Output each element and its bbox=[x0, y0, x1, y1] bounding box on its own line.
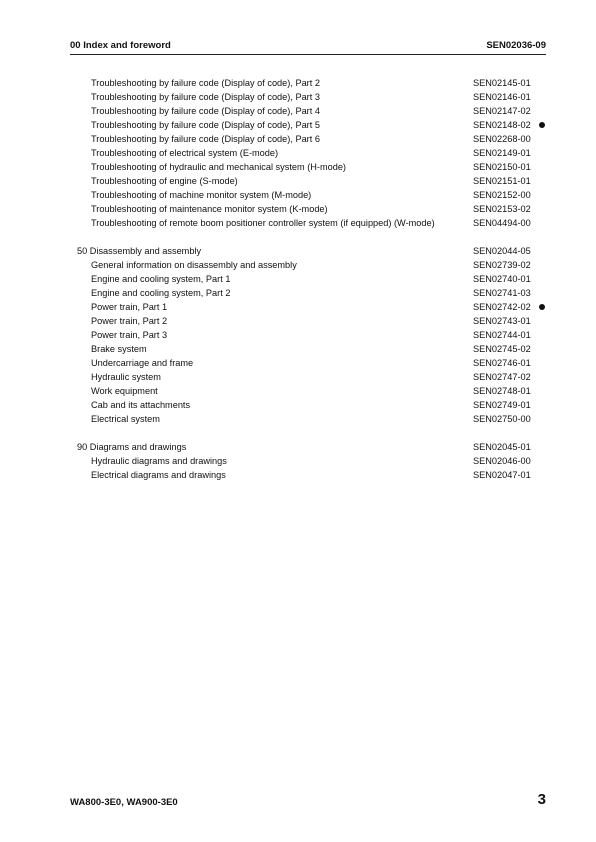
toc-entry bbox=[70, 454, 546, 468]
entry-code: SEN02152-00 bbox=[473, 190, 531, 200]
toc-entry bbox=[70, 384, 546, 398]
entry-title: Engine and cooling system, Part 2 bbox=[91, 288, 231, 298]
toc-entry bbox=[70, 258, 546, 272]
entry-title: Troubleshooting by failure code (Display of code), Part 2 bbox=[91, 78, 320, 88]
diagrams-section bbox=[70, 440, 546, 482]
entry-title: Power train, Part 2 bbox=[91, 316, 168, 326]
entry-code: SEN02750-00 bbox=[473, 414, 531, 424]
entry-title: Hydraulic diagrams and drawings bbox=[91, 456, 227, 466]
entry-code: SEN02046-00 bbox=[473, 456, 531, 466]
entry-title: Troubleshooting of hydraulic and mechanical system (H-mode) bbox=[91, 162, 346, 172]
entry-code: SEN02146-01 bbox=[473, 92, 531, 102]
toc-entry bbox=[70, 104, 546, 118]
entry-title: Hydraulic system bbox=[91, 372, 161, 382]
entry-title: Troubleshooting by failure code (Display of code), Part 4 bbox=[91, 106, 320, 116]
page-number: 3 bbox=[537, 791, 546, 808]
section-heading-title: 50 Disassembly and assembly bbox=[77, 246, 202, 256]
entry-code: SEN02741-03 bbox=[473, 288, 531, 298]
toc-entry bbox=[70, 174, 546, 188]
entry-code: SEN02047-01 bbox=[473, 470, 531, 480]
entry-code: SEN02746-01 bbox=[473, 358, 531, 368]
entry-title: Electrical diagrams and drawings bbox=[91, 470, 226, 480]
toc-entry bbox=[70, 90, 546, 104]
toc-entry bbox=[70, 76, 546, 90]
entry-code: SEN02145-01 bbox=[473, 78, 531, 88]
entry-title: Troubleshooting of electrical system (E-mode) bbox=[91, 148, 279, 158]
toc-entry bbox=[70, 202, 546, 216]
toc-entry bbox=[70, 370, 546, 384]
model-numbers: WA800-3E0, WA900-3E0 bbox=[70, 797, 178, 808]
toc-entry bbox=[70, 272, 546, 286]
section-heading-title: 90 Diagrams and drawings bbox=[77, 442, 187, 452]
entry-code: SEN02747-02 bbox=[473, 372, 531, 382]
entry-title: Undercarriage and frame bbox=[91, 358, 194, 368]
entry-code: SEN02740-01 bbox=[473, 274, 531, 284]
toc-entry bbox=[70, 412, 546, 426]
entry-code: SEN02749-01 bbox=[473, 400, 531, 410]
section-spacer bbox=[70, 230, 546, 244]
toc-entry bbox=[70, 398, 546, 412]
section-heading-code: SEN02045-01 bbox=[473, 442, 531, 452]
entry-code: SEN02147-02 bbox=[473, 106, 531, 116]
entry-title: Power train, Part 3 bbox=[91, 330, 168, 340]
revision-bullet-icon bbox=[539, 122, 545, 128]
entry-title: Troubleshooting of engine (S-mode) bbox=[91, 176, 238, 186]
table-of-contents bbox=[70, 76, 546, 482]
revision-bullet-icon bbox=[539, 304, 545, 310]
entry-title: Troubleshooting of machine monitor system (M-mode) bbox=[91, 190, 312, 200]
entry-title: Troubleshooting by failure code (Display of code), Part 5 bbox=[91, 120, 320, 130]
entry-title: Engine and cooling system, Part 1 bbox=[91, 274, 231, 284]
entry-code: SEN02151-01 bbox=[473, 176, 531, 186]
section-heading bbox=[70, 244, 546, 258]
entry-title: Troubleshooting of maintenance monitor system (K-mode) bbox=[91, 204, 328, 214]
section-spacer bbox=[70, 426, 546, 440]
header-divider bbox=[70, 54, 546, 55]
entry-title: Brake system bbox=[91, 344, 147, 354]
entry-title: Troubleshooting by failure code (Display of code), Part 3 bbox=[91, 92, 320, 102]
toc-entry bbox=[70, 468, 546, 482]
entry-title: Power train, Part 1 bbox=[91, 302, 168, 312]
toc-entry bbox=[70, 160, 546, 174]
toc-entry bbox=[70, 300, 546, 314]
entry-title: Troubleshooting of remote boom positioner controller system (if equipped) (W-mode) bbox=[91, 218, 435, 228]
section-heading bbox=[70, 440, 546, 454]
section-title: 00 Index and foreword bbox=[70, 40, 171, 51]
toc-entry bbox=[70, 314, 546, 328]
section-heading-code: SEN02044-05 bbox=[473, 246, 531, 256]
toc-entry bbox=[70, 216, 546, 230]
entry-code: SEN02739-02 bbox=[473, 260, 531, 270]
entry-title: Troubleshooting by failure code (Display of code), Part 6 bbox=[91, 134, 320, 144]
entry-code: SEN02153-02 bbox=[473, 204, 531, 214]
toc-entry bbox=[70, 146, 546, 160]
entry-title: Work equipment bbox=[91, 386, 158, 396]
entry-code: SEN02268-00 bbox=[473, 134, 531, 144]
toc-entry bbox=[70, 132, 546, 146]
entry-code: SEN02748-01 bbox=[473, 386, 531, 396]
entry-title: Electrical system bbox=[91, 414, 160, 424]
toc-entry bbox=[70, 118, 546, 132]
entry-code: SEN02744-01 bbox=[473, 330, 531, 340]
entry-code: SEN02150-01 bbox=[473, 162, 531, 172]
toc-entry bbox=[70, 286, 546, 300]
troubleshooting-list bbox=[70, 76, 546, 230]
entry-code: SEN02743-01 bbox=[473, 316, 531, 326]
document-code: SEN02036-09 bbox=[486, 40, 546, 51]
entry-code: SEN02742-02 bbox=[473, 302, 531, 312]
entry-code: SEN02745-02 bbox=[473, 344, 531, 354]
toc-entry bbox=[70, 188, 546, 202]
entry-code: SEN04494-00 bbox=[473, 218, 531, 228]
toc-entry bbox=[70, 342, 546, 356]
entry-title: General information on disassembly and assembly bbox=[91, 260, 297, 270]
entry-code: SEN02149-01 bbox=[473, 148, 531, 158]
toc-entry bbox=[70, 328, 546, 342]
toc-entry bbox=[70, 356, 546, 370]
entry-title: Cab and its attachments bbox=[91, 400, 191, 410]
disassembly-section bbox=[70, 244, 546, 426]
entry-code: SEN02148-02 bbox=[473, 120, 531, 130]
